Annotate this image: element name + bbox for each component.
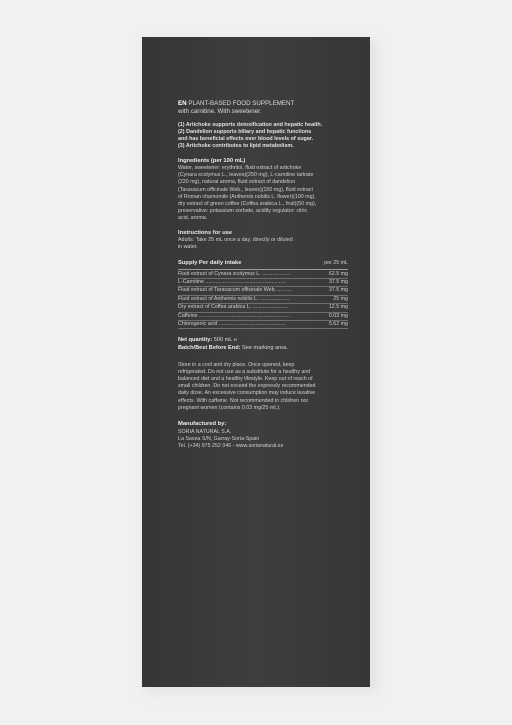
- ingredients-line: (Cynara scolymus L., leaves)(250 mg), L-carnitine tartrate: [178, 172, 314, 179]
- ingredients-line: acid, aroma.: [178, 215, 208, 222]
- row-name: Caffeine .............................................................: [178, 312, 289, 319]
- estimated-sign-icon: ℮: [233, 337, 238, 344]
- manufacturer-line: La Sacea S/N, Garray-Soria-Spain: [178, 435, 260, 442]
- table-row: [178, 271, 348, 279]
- ingredients-line: (220 mg), natural aroma, fluid extract of dandelion: [178, 179, 296, 186]
- net-quantity: [178, 337, 348, 345]
- storage-warnings: [178, 362, 348, 412]
- storage-line: pregnant women (contains 0.03 mg/25 mL).: [178, 404, 281, 411]
- table-row: [178, 279, 348, 287]
- row-value: 62.5 mg: [328, 270, 348, 277]
- intro-title: [178, 100, 348, 108]
- table-row: [178, 321, 348, 329]
- net-quantity-value: 500 mL: [213, 337, 233, 344]
- row-value: 37.5 mg: [328, 287, 348, 294]
- row-value: 5.62 mg: [328, 321, 348, 328]
- supply-table: [178, 259, 348, 330]
- supply-table-header: [178, 259, 348, 267]
- storage-line: Store in a cool and dry place. Once opened, keep: [178, 361, 295, 368]
- ingredients-line: Water, sweetener: erythritol, fluid extract of artichoke: [178, 165, 302, 172]
- manufacturer-line: Tel. (+34) 975 252 046 - www.sorianatural.es: [178, 442, 284, 449]
- row-name: Fluid extract of Anthemis nobilis L. ....................: [178, 295, 290, 302]
- instructions-heading: Instructions for use: [178, 229, 233, 236]
- instructions-line: Adults: Take 25 mL once a day, directly or diluted: [178, 237, 293, 244]
- row-name: Fluid extract of Taraxacum officinale Web. ..........: [178, 287, 293, 294]
- row-name: Dry extract of Coffea arabica L. ........................: [178, 304, 289, 311]
- batch-info: [178, 345, 348, 353]
- ingredients-section: [178, 158, 348, 223]
- manufacturer-heading: Manufactured by:: [178, 421, 227, 428]
- row-name: Chlorogenic acid .............................................: [178, 321, 286, 328]
- intro-subtitle: with carnitine. With sweetener.: [178, 107, 262, 115]
- net-quantity-label: Net quantity:: [178, 337, 213, 344]
- table-rule: [178, 269, 348, 270]
- net-quantity-section: [178, 337, 348, 352]
- storage-line: refrigerated. Do not use as a substitute for a healthy and: [178, 368, 311, 375]
- table-row: [178, 304, 348, 312]
- ingredients-line: preservative: potassium sorbate, acidity regulator: citric: [178, 208, 308, 215]
- ingredients-line: (Taraxacum officinale Web., leaves)(150 mg), fluid extract: [178, 186, 313, 193]
- instructions-text: [178, 237, 348, 251]
- ingredients-line: of Roman chamomile (Anthemis nobilis L. flower)(100 mg),: [178, 193, 316, 200]
- storage-line: balanced diet and a healthy lifestyle. Keep out of reach of: [178, 376, 313, 383]
- supply-heading: Supply Per daily intake: [178, 259, 242, 266]
- lang-code: EN: [178, 100, 187, 107]
- batch-label: Batch/Best Before End:: [178, 345, 241, 352]
- claim-line: (2) Dandelion supports biliary and hepatic functions: [178, 129, 312, 136]
- row-value: 25 mg: [333, 295, 348, 302]
- storage-line: effects. With caffeine. Not recommended in children nor: [178, 397, 309, 404]
- manufacturer-text: [178, 429, 348, 451]
- row-value: 12.5 mg: [328, 304, 348, 311]
- manufacturer-line: SORIA NATURAL S.A.: [178, 428, 232, 435]
- ingredients-text: [178, 165, 348, 223]
- ingredients-heading: Ingredients (per 100 mL): [178, 157, 246, 164]
- instructions-line: in water.: [178, 244, 198, 251]
- table-row: [178, 296, 348, 304]
- manufacturer-section: [178, 421, 348, 450]
- row-value: 37.5 mg: [328, 279, 348, 285]
- health-claims: [178, 122, 348, 150]
- row-name: Fluid extract of Cynara scolymus L. ...................: [178, 270, 291, 277]
- row-value: 0.03 mg: [328, 312, 348, 319]
- storage-line: daily dose. An excessive consumption may induce laxative: [178, 390, 316, 397]
- product-box: [142, 37, 370, 687]
- claim-line: (1) Artichoke supports detoxification and hepatic health.: [178, 122, 323, 129]
- storage-line: small children. Do not exceed the expressly recommended: [178, 383, 316, 390]
- label-content: [178, 100, 348, 450]
- supplement-type: PLANT-BASED FOOD SUPPLEMENT: [188, 100, 295, 107]
- table-row: [178, 287, 348, 295]
- table-row: [178, 313, 348, 321]
- supply-rows: [178, 271, 348, 330]
- ingredients-line: dry extract of green coffee (Coffea arabica L., fruit)(50 mg),: [178, 201, 317, 208]
- instructions-section: [178, 230, 348, 252]
- row-name: L-Carnitine .......................................................: [178, 279, 287, 285]
- claim-line: and has beneficial effects over blood levels of sugar.: [178, 136, 314, 143]
- supply-unit: per 25 mL: [324, 259, 348, 266]
- claim-line: (3) Artichoke contributes to lipid metabolism.: [178, 143, 294, 150]
- batch-value: See marking area.: [242, 345, 288, 352]
